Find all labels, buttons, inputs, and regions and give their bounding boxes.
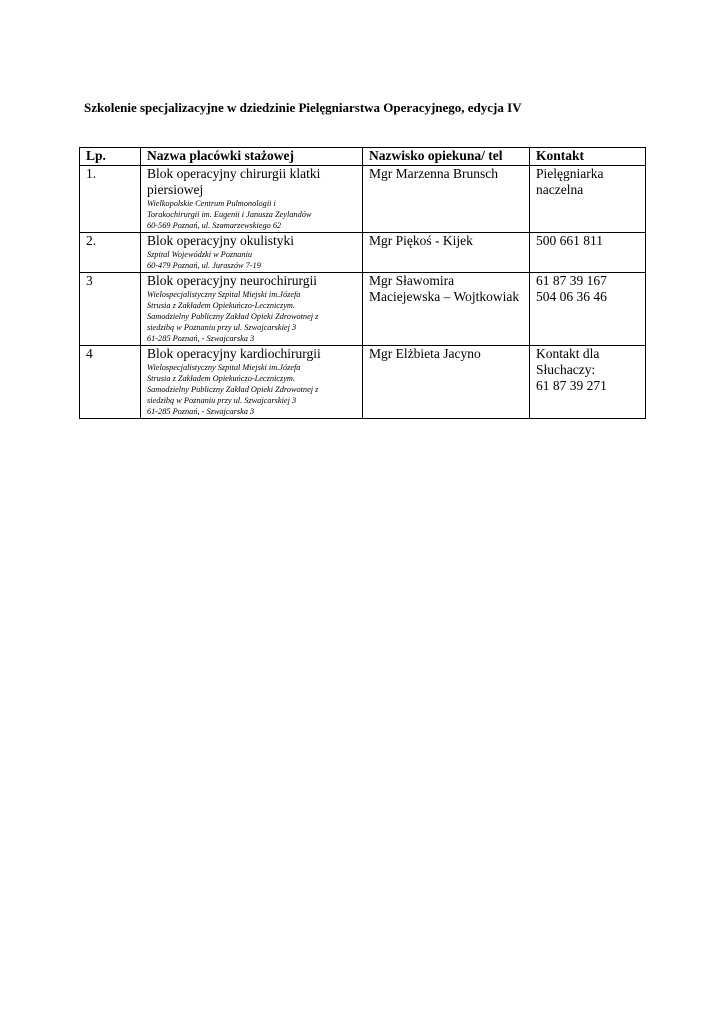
supervisor-line: Mgr Elżbieta Jacyno bbox=[369, 346, 481, 361]
facility-address-line: Samodzielny Publiczny Zakład Opieki Zdrowotnej z bbox=[147, 385, 319, 394]
facility-address-line: Wielospecjalistyczny Szpital Miejski im.Józefa bbox=[147, 363, 301, 372]
placement-table bbox=[79, 147, 646, 419]
table-header-row bbox=[80, 148, 646, 166]
contact-cell bbox=[530, 346, 646, 419]
facility-name: Blok operacyjny neurochirurgii bbox=[147, 273, 317, 288]
contact-line: 61 87 39 271 bbox=[536, 378, 607, 393]
document-title: Szkolenie specjalizacyjne w dziedzinie Pielęgniarstwa Operacyjnego, edycja IV bbox=[84, 100, 522, 115]
header-facility: Nazwa placówki stażowej bbox=[141, 148, 363, 166]
contact-line: Pielęgniarka bbox=[536, 166, 604, 181]
contact-line: Słuchaczy: bbox=[536, 362, 596, 377]
facility-address-line: Szpital Wojewódzki w Poznaniu bbox=[147, 250, 253, 259]
facility-address-line: Wielkopolskie Centrum Pulmonologii i bbox=[147, 199, 276, 208]
facility-address-line: Strusia z Zakładem Opiekuńczo-Leczniczym. bbox=[147, 301, 295, 310]
table-row bbox=[80, 346, 646, 419]
facility-address-line: siedzibą w Poznaniu przy ul. Szwajcarskiej 3 bbox=[147, 396, 297, 405]
contact-line: 61 87 39 167 bbox=[536, 273, 607, 288]
facility-address-line: 61-285 Poznań, - Szwajcarska 3 bbox=[147, 407, 255, 416]
supervisor-line: Mgr Sławomira bbox=[369, 273, 455, 288]
facility-name: Blok operacyjny okulistyki bbox=[147, 233, 294, 248]
facility-address-line: Torakochirurgii im. Eugenii i Janusza Zeylandów bbox=[147, 210, 312, 219]
contact-cell bbox=[530, 233, 646, 273]
row-number: 3 bbox=[80, 273, 141, 346]
contact-line: naczelna bbox=[536, 182, 584, 197]
row-number: 4 bbox=[80, 346, 141, 419]
contact-cell bbox=[530, 273, 646, 346]
facility-address-line: siedzibą w Poznaniu przy ul. Szwajcarskiej 3 bbox=[147, 323, 297, 332]
table-row bbox=[80, 166, 646, 233]
header-lp: Lp. bbox=[80, 148, 141, 166]
facility-name: Blok operacyjny chirurgii klatki piersiowej bbox=[147, 166, 321, 197]
facility-address-line: 60-569 Poznań, ul. Szamarzewskiego 62 bbox=[147, 221, 282, 230]
contact-line: 500 661 811 bbox=[536, 233, 603, 248]
table-row bbox=[80, 273, 646, 346]
supervisor-line: Maciejewska – Wojtkowiak bbox=[369, 289, 520, 304]
contact-line: Kontakt dla bbox=[536, 346, 600, 361]
supervisor-cell bbox=[363, 346, 530, 419]
contact-line: 504 06 36 46 bbox=[536, 289, 607, 304]
header-contact: Kontakt bbox=[530, 148, 646, 166]
row-number: 1. bbox=[80, 166, 141, 233]
facility-address-line: 60-479 Poznań, ul. Juraszów 7-19 bbox=[147, 261, 261, 270]
header-supervisor: Nazwisko opiekuna/ tel bbox=[363, 148, 530, 166]
supervisor-cell bbox=[363, 273, 530, 346]
facility-address-line: Wielospecjalistyczny Szpital Miejski im.Józefa bbox=[147, 290, 301, 299]
supervisor-line: Mgr Piękoś - Kijek bbox=[369, 233, 473, 248]
facility-cell bbox=[141, 233, 363, 273]
facility-address-line: Strusia z Zakładem Opiekuńczo-Leczniczym. bbox=[147, 374, 295, 383]
facility-name: Blok operacyjny kardiochirurgii bbox=[147, 346, 321, 361]
facility-address-line: 61-285 Poznań, - Szwajcarska 3 bbox=[147, 334, 255, 343]
supervisor-cell bbox=[363, 233, 530, 273]
facility-address-line: Samodzielny Publiczny Zakład Opieki Zdrowotnej z bbox=[147, 312, 319, 321]
facility-cell bbox=[141, 273, 363, 346]
table-row bbox=[80, 233, 646, 273]
supervisor-line: Mgr Marzenna Brunsch bbox=[369, 166, 498, 181]
supervisor-cell bbox=[363, 166, 530, 233]
facility-cell bbox=[141, 346, 363, 419]
row-number: 2. bbox=[80, 233, 141, 273]
contact-cell bbox=[530, 166, 646, 233]
facility-cell bbox=[141, 166, 363, 233]
